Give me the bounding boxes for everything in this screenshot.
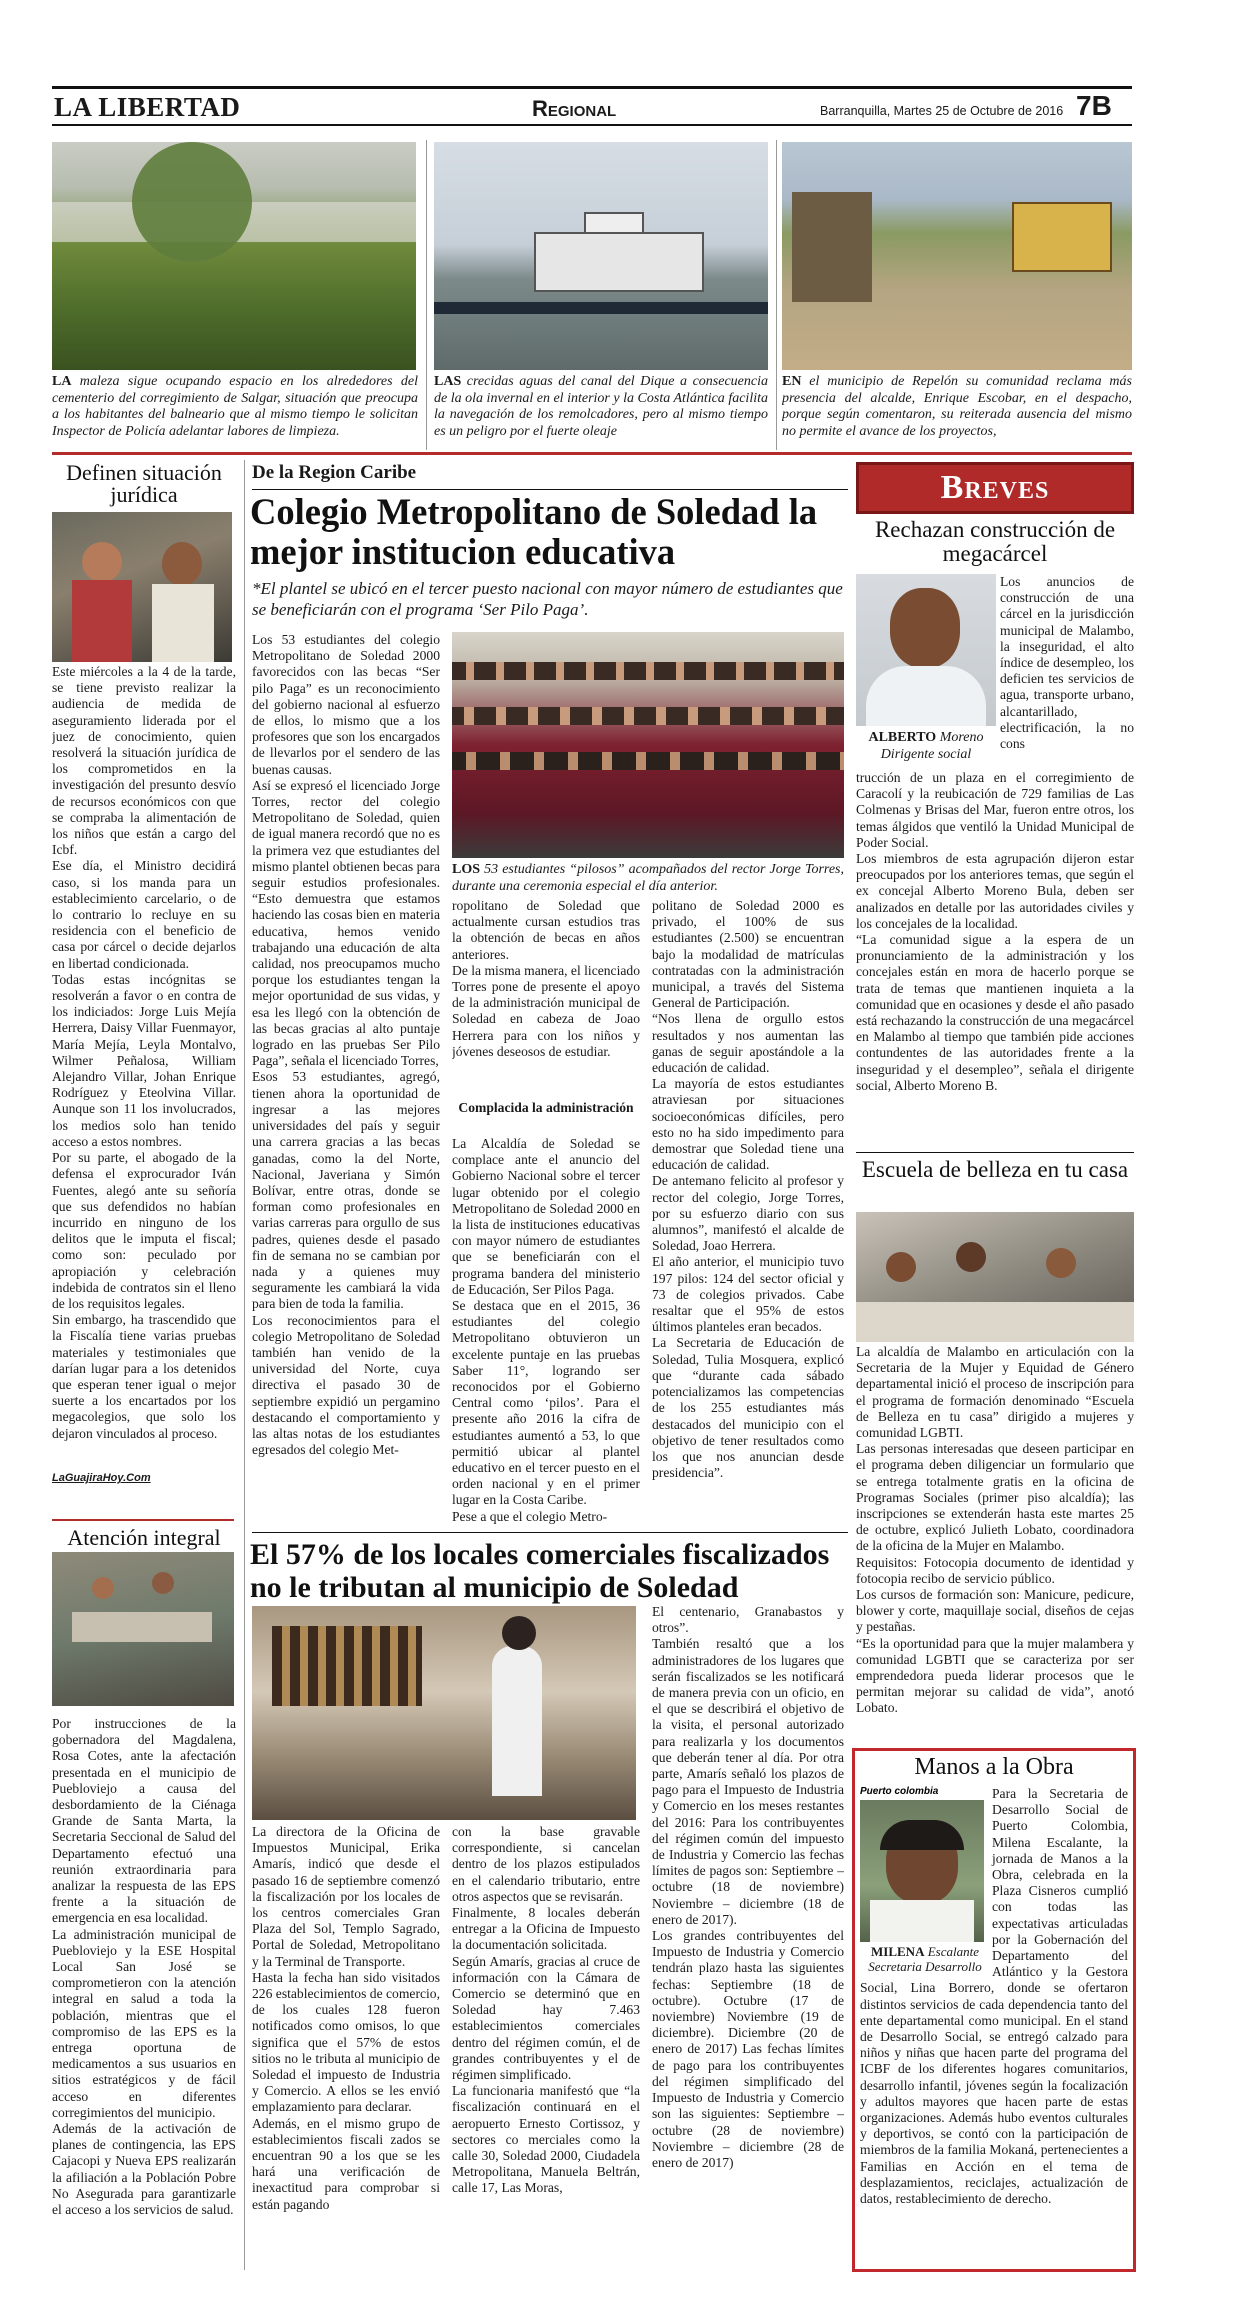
section-label: Regional [532,96,617,121]
photo-meeting [52,1552,234,1706]
story-rule [252,1532,848,1533]
body-colegio-col3: politano de Soledad 2000 es privado, el 100% de sus estudiantes (2.500) se encuentran bajo la modalidad de matrículas contratadas con la administración municipal, a través del Sistema General de Participación. “Nos llena de orgullo estos resultados y nos aumentan las ganas de seguir apostándole a la educación de calidad. La mayoría de estos estudiantes atraviesan por situaciones socioeconómicas difíciles, pero esto no ha sido impedimento para demostrar que Soledad tiene una educación de calidad. De antemano felicito al profesor y rector del colegio, Jorge Torres, por su esfuerzo diario con sus alumnos”, manifestó el alcalde de Soledad, Joao Herrera. El año anterior, el municipio tuvo 197 pilos: 124 del sector oficial y 73 de colegios privados. Cabe resaltar que el 95% de estos últimos planteles eran becados. La Secretaria de Educación de Soledad, Tulia Mosquera, explicó que “durante cada sábado potencializamos las competencias de los 255 estudiantes más destacados del municipio con el objetivo de tener resultados como los que nos anuncian desde presidencia”. [652,898,844,1481]
headline-definen: Definen situación jurídica [66,460,222,507]
photo-detainees [52,512,232,662]
body-atencion: Por instrucciones de la gobernadora del Magdalena, Rosa Cotes, ante la afectación presentada en el municipio de Puebloviejo a causa del desbordamiento de la Ciénaga Grande de Santa Marta, la Secretaria Seccional de Salud del Departamento efectuó una reunión extraordinaria para analizar la respuesta de las EPS frente a la situación de emergencia en esa localidad. La administración municipal de Puebloviejo y la ESE Hospital Local San José se comprometieron con la atención integral en salud a toda la población, mientras que el compromiso de las EPS es la entrega oportuna de medicamentos a sus usuarios en sitios estratégicos y de fácil acceso en diferentes corregimientos del municipio. Además de la activación de planes de contingencia, las EPS Cajacopi y Nueva EPS realizarán la afiliación a la Población Pobre No Asegurada para garantizarle el acceso a los servicios de salud. [52,1716,236,2218]
body-megacarcel: trucción de un plaza en el corregimiento de Caracolí y la reubicación de 729 familias de Las Colmenas y Brisas del Mar, fueron entre otros, los temas álgidos que ventiló la Unidad Municipal de Poder Social. Los miembros de esta agrupación dijeron estar preocupados por los anteriores temas, que según el ex concejal Alberto Moreno Bula, deben ser analizados en detalle por las autoridades civiles y los concejales de la localidad. “La comunidad sigue a la espera de un pronunciamiento de la administración y los concejales están en mora de hacerlo porque se trata de temas que mantienen inquieta a la comunidad que en ocasiones y desde el año pasado está rechazando la construcción de una megacárcel en Malambo al tiempo que también pide acciones contundentes de las autoridades frente a la inseguridad y el desempleo”, señala el dirigente social, Alberto Moreno B. [856,770,1134,1093]
divider [426,140,427,450]
kicker: De la Region Caribe [252,462,417,483]
body-colegio-col2b: La Alcaldía de Soledad se complace ante el anuncio del Gobierno Nacional sobre el tercer lugar obtenido por el colegio Metropolitano de Soledad 2000 en la lista de instituciones educativas con mayor número de estudiantes que se beneficiarán con el programa bandera del ministerio de Educación, Ser Pilos Paga. Se destaca que en el 2015, 36 estudiantes del colegio Metropolitano obtuvieron un excelente puntaje en las pruebas Saber 11°, logrando ser reconocidos por el Gobierno Central como ‘pilos’. Para el presente año 2016 la cifra de estudiantes aumentó a 53, lo que permitió ubicar al plantel educativo en el tercer puesto en el orden nacional y en el primer lugar en la Costa Caribe. Pese a que el colegio Metro- [452,1136,640,1524]
header-rule [52,124,1132,126]
deck-colegio: *El plantel se ubicó en el tercer puesto nacional con mayor número de estudiantes que se beneficiarán con el programa ‘Ser Pilo Paga’. [252,579,843,619]
photo-students [452,632,844,858]
kicker-rule [252,489,848,490]
body-manos: Para la Secretaria de Desarrollo Social de Puerto Colombia, Milena Escalante, la jornada de Manos a la Obra, celebrada en la Plaza Cisneros cumplió con todas las expectativas articuladas por la Gobernación del Departamento del Atlántico y la Gestora Social, Lina Borrero, donde se ofertaron distintos servicios de cada dependencia tanto del ente departamental como municipal. En el stand de Desarrollo Social, se entregó calzado para niños y niñas que hacen parte del programa del ICBF de los diferentes hogares comunitarios, desarrollo infantil, jóvenes según la focalización y adultos mayores que hacen parte de estas organizaciones. Además hubo eventos culturales y deportivos, se contó con la participación de miembros de la familia Mokaná, pertenecientes a Familias en Acción en el tema de desplazamientos, reciclajes, actualización de datos, restablecimiento de derecho. [860,1786,1128,2207]
photo-tugboat [434,142,768,370]
body-locales-col2: con la base gravable correspondiente, si cancelan dentro de los plazos estipulados en el calendario tributario, entre otros aspectos que se revisarán. Finalmente, 8 locales deberán entregar a la Oficina de Impuesto la documentación solicitada. Según Amarís, gracias al cruce de información con la Cámara de Comercio se determinó que en Soledad hay 7.463 establecimientos comerciales dentro del régimen común, el de grandes contribuyentes y el de régimen simplificado. La funcionaria manifestó que “la fiscalización continuará en el aeropuerto Ernesto Cortissoz, y sectores co merciales como la calle 30, Soledad 2000, Ciudadela Metropolitana, Manuela Beltrán, calle 17, Las Moras, [452,1824,640,2196]
headline-locales: El 57% de los locales comerciales fiscalizados no le tributan al municipio de Soledad [250,1538,830,1604]
headline-atencion: Atención integral [67,1525,221,1550]
caption-alberto: ALBERTO Moreno Dirigente social [868,730,984,762]
breves-banner [856,462,1134,514]
caption-milena: MILENA Escalante Secretaria Desarrollo [868,1944,982,1974]
divider [244,460,245,2270]
headline-colegio: Colegio Metropolitano de Soledad la mejor institucion educativa [250,491,818,572]
body-colegio-col2a: ropolitano de Soledad que actualmente cursan estudios tras la obtención de becas en años anteriores. De la misma manera, el licenciado Torres pone de presente el apoyo de la administración municipal de Soledad en cabeza de Joao Herrera para con los niños y jóvenes deseosos de estudiar. [452,898,640,1059]
body-locales-col1: La directora de la Oficina de Impuestos Municipal, Erika Amarís, indicó que desde el pasado 16 de septiembre comenzó la fiscalización por los locales de los centros comerciales Gran Plaza del Sol, Templo Sagrado, Portal de Soledad, Metropolitano y la Terminal de Transporte. Hasta la fecha han sido visitados 226 establecimientos de comercio, de los cuales 128 fueron notificados como omisos, lo que significa que el 57% de estos sitios no le tributa al municipio de Soledad el impuesto de Industria y Comercio. A ellos se les envió emplazamiento para declarar. Además, en el mismo grupo de establecimientos fiscali zados se encuentran 90 a los que se les hará una verificación de inexactitud para comprobar si están pagando [252,1824,440,2212]
caption-cemetery: LA maleza sigue ocupando espacio en los alrededores del cementerio del corregimiento de Salgar, situación que preocupa a los habitantes del balneario que al mismo tiempo le solicitan Inspector de Policía adelantar labores de limpieza. [52,374,418,439]
photo-escuela [856,1212,1134,1342]
dateline: Barranquilla, Martes 25 de Octubre de 2016 [820,104,1064,118]
top-rule [52,86,1132,89]
label-puerto-colombia: Puerto colombia [860,1786,939,1797]
body-escuela: La alcaldía de Malambo en articulación con la Secretaria de la Mujer y Equidad de Género departamental inició el proceso de inscripción para el programa de formación denominado “Escuela de Belleza en tu casa” dirigido a mujeres y comunidad LGBTI. Las personas interesadas que deseen participar en el programa deben diligenciar un formulario que se entrega totalmente gratis en la oficina de Programas Sociales (primer piso alcaldía); las inscripciones se extenderán hasta este martes 25 de octubre, explicó Julieth Lobato, coordinadora de la oficina de la Mujer en Malambo. Requisitos: Fotocopia documento de identidad y fotocopia recibo de servicio público. Los cursos de formación son: Manicure, pedicure, blower y corte, maquillaje social, diseños de cejas y pestañas. “Es la oportunidad para que la mujer malambera y comunidad LGBTI que se caracteriza por ser emprendedora pueda liderar procesos que le permitan mejorar su calidad de vida”, anotó Lobato. [856,1344,1134,1716]
headline-manos: Manos a la Obra [914,1754,1074,1780]
body-definen: Este miércoles a la 4 de la tarde, se tiene previsto realizar la audiencia de medida de aseguramiento liderada por el juez de conocimiento, quien resolverá la situación jurídica de los comprometidos en la investigación del presunto desvío de recursos económicos con que se compraba la alimentación de los niños que están a cargo del Icbf. Ese día, el Ministro decidirá caso, si los manda para un establecimiento carcelario, o de lo contrario lo recluye en su residencia con el beneficio de casa por cárcel o decide dejarlos en libertad condicionada. Todas estas incógnitas se resolverán a favor o en contra de los indiciados: Jorge Luis Mejía Herrera, Daisy Villar Fuenmayor, María Mejía, Leyla Montalvo, Wilmer Peñalosa, William Alejandro Villar, Johan Enrique Rodríguez y Eteolvina Villar. Aunque son 11 los involucrados, los medios solo han tenido acceso a estos nombres. Por su parte, el abogado de la defensa el exprocurador Iván Fuentes, alegó ante su señoría que sus defendidos no habían incurrido en ninguno de los delitos que le imputa el fiscal; como son: peculado por apropiación y celebración indebida de contratos sin el lleno de los requisitos legales. Sin embargo, ha trascendido que la Fiscalía tiene varias pruebas materiales y testimoniales que darían lugar para a los detenidos que esperan tener igual o mejor suerte a los encartados por los megacolegios, que solo los dejaron vinculados al proceso. [52,664,236,1441]
body-locales-col3: El centenario, Granabastos y otros”. También resaltó que a los administradores de los lugares que serán fiscalizados se les notificará de manera previa con un oficio, en el que se describirá el objetivo de la visita, el personal autorizado para realizarla y los documentos que deberán tener al día. Por otra parte, Amarís señaló los plazos de pago para el Impuesto de Industria y Comercio en los meses restantes del 2016: Para los contribuyentes del régimen común del impuesto de Industria y Comercio las fechas límites de pagos son: Septiembre – octubre (18 de noviembre) Noviembre – diciembre (18 de enero de 2017). Los grandes contribuyentes del Impuesto de Industria y Comercio tendrán plazo hasta las siguientes fechas: Septiembre (18 de octubre). Octubre (17 de noviembre) Noviembre (19 de diciembre). Diciembre (20 de enero de 2017) Las fechas límites de pago para los contribuyentes del régimen simplificado del Impuesto de Industria y Comercio son las siguientes: Septiembre –octubre (28 de noviembre) Noviembre – diciembre (28 de enero de 2017) [652,1604,844,2170]
headline-megacarcel: Rechazan construcción de megacárcel [874,517,1116,566]
caption-repelon: EN el municipio de Repelón su comunidad reclama más presencia del alcalde, Enrique Escobar, en el despacho, porque según comentaron, su reiterada ausencia del mismo no permite el avance de los proyectos, [782,374,1132,439]
photo-alberto-moreno [856,574,996,726]
breves-rule [856,1152,1134,1153]
divider [776,140,777,450]
masthead: LA LIBERTAD [54,92,241,122]
red-rule [52,1519,234,1521]
page-number: 7B [1076,90,1112,121]
photo-shop [252,1606,636,1820]
body-colegio-col1: Los 53 estudiantes del colegio Metropolitano de Soledad 2000 favorecidos con las becas “Ser pilo Paga” es un reconocimiento del gobierno nacional al esfuerzo de ellos, lo mismo que a los profesores que son los encargados de llevarlos por el sendero de las buenas causas. Así se expresó el licenciado Jorge Torres, rector del colegio Metropolitano de Soledad, quien de igual manera recordó que no es la primera vez que estudiantes del mismo plantel obtienen becas para seguir estudios profesionales. “Esto demuestra que estamos haciendo las cosas bien en materia educativa, hemos venido trabajando una educación de alta calidad, nos preocupamos mucho porque los estudiantes tengan la mejor oportunidad de sus vidas, y esa les llegó con la obtención de las becas gracias al alto puntaje logrado en las pruebas Ser Pilo Paga”, señala el licenciado Torres, Esos 53 estudiantes, agregó, tienen ahora la oportunidad de ingresar a las mejores universidades del país y seguir una carrera gracias a las becas ganadas, como la del Norte, Nacional, Javeriana y Simón Bolívar, entre otras, donde se forman como profesionales en varias carreras para orgullo de sus padres, quienes desde el pasado fin de semana no se cambian por nada y a quienes muy seguramente les cambiará la vida para bien de toda la familia. Los reconocimientos para el colegio Metropolitano de Soledad también han venido de la universidad del Norte, cuya directiva el pasado 30 de septiembre expidió un pergamino destacando el comportamiento y las altas notas de los estudiantes egresados del colegio Met- [252,632,440,1458]
photo-cemetery [52,142,416,370]
subhead-complacida: Complacida la administración [458,1100,634,1115]
credit-laguajirahoy: LaGuajiraHoy.Com [52,1472,151,1484]
body-megacarcel-side: Los anuncios de construcción de una cárcel en la jurisdicción municipal de Malambo, la inseguridad, el alto índice de desempleo, los deficien tes servicios de agua, transporte urbano, alcantarillado, electrificación, la no cons [1000,574,1134,752]
headline-escuela: Escuela de belleza en tu casa [861,1157,1129,1182]
caption-tugboat: LAS crecidas aguas del canal del Dique a consecuencia de la ola invernal en el interior y la Costa Atlántica facilita la navegación de los remolcadores, pero al mismo tiempo es un peligro por el fuerte oleaje [434,374,768,439]
section-red-rule [52,452,1132,455]
breves-title: Breves [940,469,1050,506]
caption-students: LOS 53 estudiantes “pilosos” acompañados del rector Jorge Torres, durante una ceremonia especial el día anterior. [452,862,844,894]
photo-repelon-street [782,142,1132,370]
